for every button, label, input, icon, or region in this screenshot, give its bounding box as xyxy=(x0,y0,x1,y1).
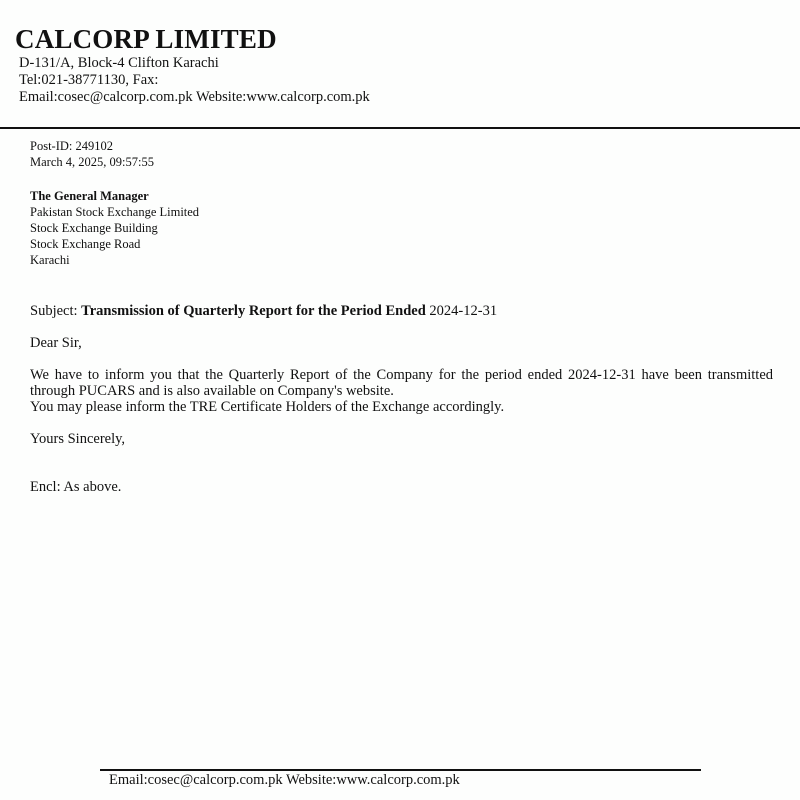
enclosure-note: Encl: As above. xyxy=(30,479,122,495)
company-contact: Email:cosec@calcorp.com.pk Website:www.calcorp.com.pk xyxy=(19,89,370,105)
recipient-line: Pakistan Stock Exchange Limited xyxy=(30,205,200,219)
footer-contact: Email:cosec@calcorp.com.pk Website:www.calcorp.com.pk xyxy=(109,772,460,788)
company-tel-fax: Tel:021-38771130, Fax: xyxy=(19,72,159,88)
body-paragraph: You may please inform the TRE Certificate Holders of the Exchange accordingly. xyxy=(30,399,505,415)
post-id: Post-ID: 249102 xyxy=(30,139,113,153)
recipient-line: Stock Exchange Building xyxy=(30,221,158,235)
footer-divider xyxy=(100,769,701,771)
recipient-line: Stock Exchange Road xyxy=(30,237,141,251)
subject-label: Subject: xyxy=(30,303,82,319)
recipient-line: Karachi xyxy=(30,253,70,267)
body-paragraph: We have to inform you that the Quarterly Report of the Company for the period ended 2024-12-31 have been transmitted through PUCARS and is also available on Company's website. xyxy=(30,367,773,399)
subject-title: Transmission of Quarterly Report for the Period Ended xyxy=(81,303,426,319)
company-address: D-131/A, Block-4 Clifton Karachi xyxy=(19,55,219,71)
closing: Yours Sincerely, xyxy=(30,431,126,447)
salutation: Dear Sir, xyxy=(30,335,82,351)
company-name: CALCORP LIMITED xyxy=(15,24,277,54)
subject-date: 2024-12-31 xyxy=(425,303,498,319)
recipient-title: The General Manager xyxy=(30,189,149,203)
header-divider xyxy=(0,127,800,129)
post-date: March 4, 2025, 09:57:55 xyxy=(30,155,154,169)
subject-line xyxy=(30,303,497,319)
